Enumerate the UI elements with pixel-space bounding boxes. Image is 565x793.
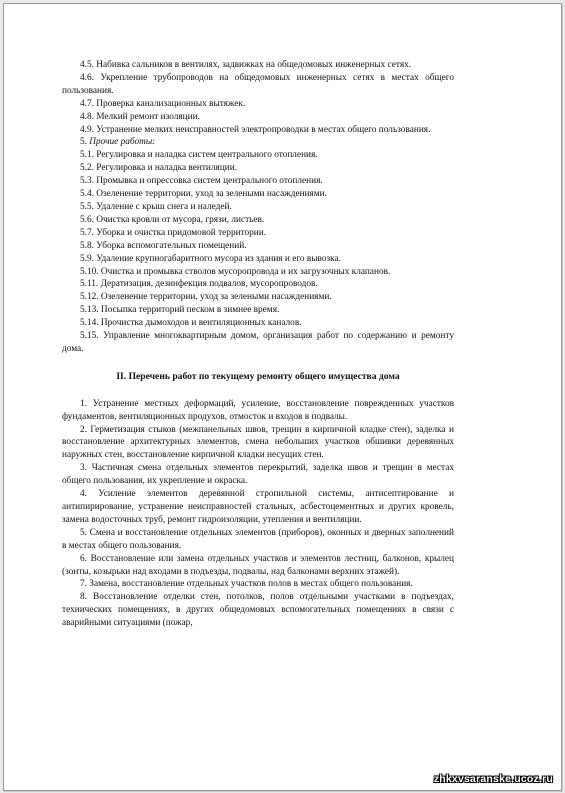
list-item: 5.9. Удаление крупногабаритного мусора из здания и его вывозка. (80, 253, 341, 264)
list-item: 5. Смена и восстановление отдельных элементов (приборов), оконных и дверных заполнений в местах общего пользования. (62, 527, 454, 551)
list-item: 5.14. Прочистка дымоходов и вентиляционных каналов. (80, 318, 302, 329)
list-item: 5.2. Регулировка и наладка вентиляции. (80, 163, 238, 174)
list-item: 4.9. Устранение мелких неисправностей электропроводки в местах общего пользования. (80, 124, 431, 135)
list-item: 4.8. Мелкий ремонт изоляции. (80, 111, 200, 122)
list-item: 6. Восстановление или замена отдельных участков и элементов лестниц, балконов, крылец (зонты, козырьки над входами в подъезды, подвалы, над балконами верхних этажей). (62, 553, 454, 577)
list-item: 5.1. Регулировка и наладка систем центрального отопления. (80, 150, 318, 161)
list-item: 5.6. Очистка кровли от мусора, грязи, листьев. (80, 214, 265, 225)
list-item: 5.4. Озеленение территории, уход за зелеными насаждениями. (80, 189, 327, 200)
section-5-heading (62, 136, 454, 149)
list-item: 3. Частичная смена отдельных элементов перекрытий, заделка швов и трещин в местах общего пользования, их укрепление и окраска. (62, 463, 454, 487)
list-item: 5.11. Дератизация, дезинфекция подвалов, мусоропроводов. (80, 279, 318, 290)
list-item: 5.15. Управление многоквартирным домом, организация работ по содержанию и ремонту дома. (62, 331, 454, 354)
watermark: zhkxvsaranske.ucoz.ru (433, 773, 553, 785)
section-2-heading: II. Перечень работ по текущему ремонту общего имущества дома (116, 370, 400, 382)
list-item: 5.8. Уборка вспомогательных помещений. (80, 240, 247, 251)
section-5-title: Прочие работы: (89, 137, 156, 148)
list-item: 5.12. Озеленение территории, уход за зелеными насаждениями. (80, 292, 332, 303)
list-item: 4.5. Набивка сальников в вентилях, задвижках на общедомовых инженерных сетях. (80, 60, 412, 70)
section-1-list (62, 59, 454, 356)
list-item: 5.13. Посыпка территорий песком в зимнее время. (80, 305, 280, 316)
list-item: 4.7. Проверка канализационных вытяжек. (80, 98, 246, 109)
document-page (3, 3, 562, 791)
list-item: 7. Замена, восстановление отдельных участков полов в местах общего пользования. (80, 579, 413, 590)
list-item: 5.7. Уборка и очистка придомовой территории. (80, 227, 267, 238)
list-item: 5.5. Удаление с крыш снега и наледей. (80, 201, 232, 212)
document-body (62, 59, 454, 630)
list-item: 4. Усиление элементов деревянной стропильной системы, антисептирование и антипирирование, устранение неисправностей стальных, асбестоцементных и других кровель, замена водосточных труб, ремонт гидроизоляции, утепления и вентиляции. (62, 489, 454, 525)
list-item: 2. Герметизация стыков (межпанельных швов, трещин в кирпичной кладке стен), заделка и восстановление архитектурных элементов, смена небольших участков обшивки деревянных наружных стен, восстановление кирпичной кладки несущих стен. (62, 424, 454, 461)
list-item: 4.6. Укрепление трубопроводов на общедомовых инженерных сетях в местах общего пользования. (62, 72, 454, 96)
list-item: 8. Восстановление отделки стен, потолков, полов отдельными участками в подъездах, технических помещениях, в других общедомовых вспомогательных помещениях в связи с аварийными ситуациями (пожар, (62, 592, 454, 629)
section-5-number: 5. (80, 137, 90, 148)
list-item: 1. Устранение местных деформаций, усиление, восстановление поврежденных участков фундаментов, вентиляционных продухов, отмосток и входов в подвалы. (62, 398, 454, 422)
section-2-list (62, 398, 454, 630)
list-item: 5.10. Очистка и промывка стволов мусоропровода и их загрузочных клапанов. (80, 266, 391, 277)
list-item: 5.3. Промывка и опрессовка систем центрального отопления. (80, 176, 323, 187)
